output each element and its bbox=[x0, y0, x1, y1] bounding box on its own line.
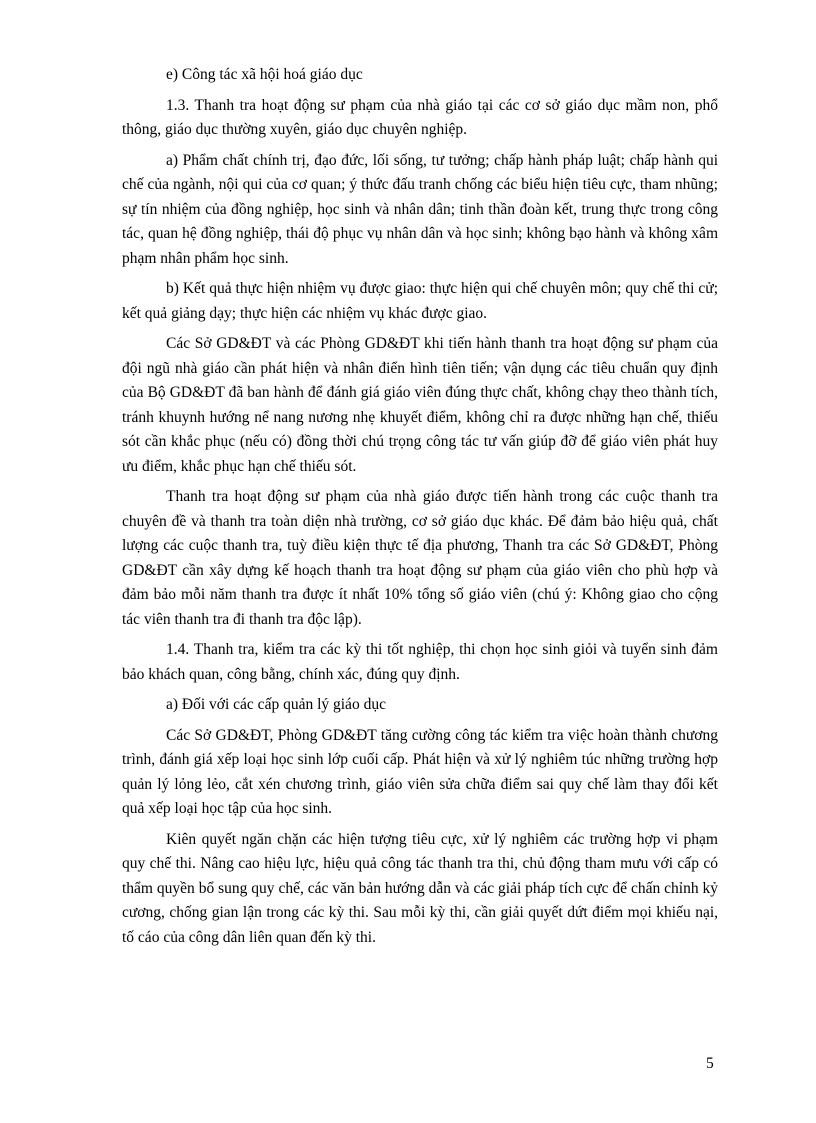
section-heading-e: e) Công tác xã hội hoá giáo dục bbox=[166, 66, 363, 83]
subheading-item-a: a) Đối với các cấp quản lý giáo dục bbox=[166, 696, 386, 713]
section-heading-1-3: 1.3. Thanh tra hoạt động sư phạm của nhà giáo tại các cơ sở giáo dục mầm non, phổ thông, giáo dục thường xuyên, giáo dục chuyên nghiệp. bbox=[122, 96, 718, 138]
paragraph-exam-integrity: Kiên quyết ngăn chặn các hiện tượng tiêu cực, xử lý nghiêm các trường hợp vi phạm quy chế thi. Nâng cao hiệu lực, hiệu quả công tác thanh tra thi, chủ động tham mưu với cấp có thẩm quyền bổ sung quy chế, các văn bản hướng dẫn và các giải pháp tích cực để chấn chỉnh kỷ cương, chống gian lận trong các kỳ thi. Sau mỗi kỳ thi, cần giải quyết dứt điểm mọi khiếu nại, tố cáo của công dân liên quan đến kỳ thi. bbox=[122, 830, 718, 946]
page-number: 5 bbox=[706, 1055, 714, 1072]
paragraph-program-check: Các Sở GD&ĐT, Phòng GD&ĐT tăng cường công tác kiểm tra việc hoàn thành chương trình, đánh giá xếp loại học sinh lớp cuối cấp. Phát hiện và xử lý nghiêm túc những trường hợp quản lý lỏng lẻo, cắt xén chương trình, giáo viên sửa chữa điểm sai quy chế làm thay đổi kết quả xếp loại học tập của học sinh. bbox=[122, 726, 718, 817]
paragraph-inspection-guidance: Các Sở GD&ĐT và các Phòng GD&ĐT khi tiến hành thanh tra hoạt động sư phạm của đội ngũ nhà giáo cần phát hiện và nhân điển hình tiên tiến; vận dụng các tiêu chuẩn quy định của Bộ GD&ĐT đã ban hành để đánh giá giáo viên đúng thực chất, không chạy theo thành tích, tránh khuynh hướng nể nang nương nhẹ khuyết điểm, không chỉ ra được những hạn chế, thiếu sót cần khắc phục (nếu có) đồng thời chú trọng công tác tư vấn giúp đỡ để giáo viên phát huy ưu điểm, khắc phục hạn chế thiếu sót. bbox=[122, 335, 718, 475]
document-page bbox=[122, 63, 718, 956]
section-heading-1-4: 1.4. Thanh tra, kiểm tra các kỳ thi tốt nghiệp, thi chọn học sinh giỏi và tuyển sinh đảm bảo khách quan, công bằng, chính xác, đúng quy định. bbox=[122, 641, 718, 683]
paragraph-item-b-results: b) Kết quả thực hiện nhiệm vụ được giao: thực hiện qui chế chuyên môn; quy chế thi cử; kết quả giảng dạy; thực hiện các nhiệm vụ khác được giao. bbox=[122, 280, 718, 322]
paragraph-item-a-ethics: a) Phẩm chất chính trị, đạo đức, lối sống, tư tưởng; chấp hành pháp luật; chấp hành qui chế của ngành, nội qui của cơ quan; ý thức đấu tranh chống các biểu hiện tiêu cực, tham nhũng; sự tín nhiệm của đồng nghiệp, học sinh và nhân dân; tinh thần đoàn kết, trung thực trong công tác, quan hệ đồng nghiệp, thái độ phục vụ nhân dân và học sinh; không bạo hành và không xâm phạm nhân phẩm học sinh. bbox=[122, 151, 718, 267]
paragraph-inspection-plan: Thanh tra hoạt động sư phạm của nhà giáo được tiến hành trong các cuộc thanh tra chuyên đề và thanh tra toàn diện nhà trường, cơ sở giáo dục khác. Để đảm bảo hiệu quả, chất lượng các cuộc thanh tra, tuỳ điều kiện thực tế địa phương, Thanh tra các Sở GD&ĐT, Phòng GD&ĐT cần xây dựng kế hoạch thanh tra hoạt động sư phạm của giáo viên cho phù hợp và đảm bảo mỗi năm thanh tra được ít nhất 10% tổng số giáo viên (chú ý: Không giao cho cộng tác viên thanh tra đi thanh tra độc lập). bbox=[122, 488, 718, 628]
